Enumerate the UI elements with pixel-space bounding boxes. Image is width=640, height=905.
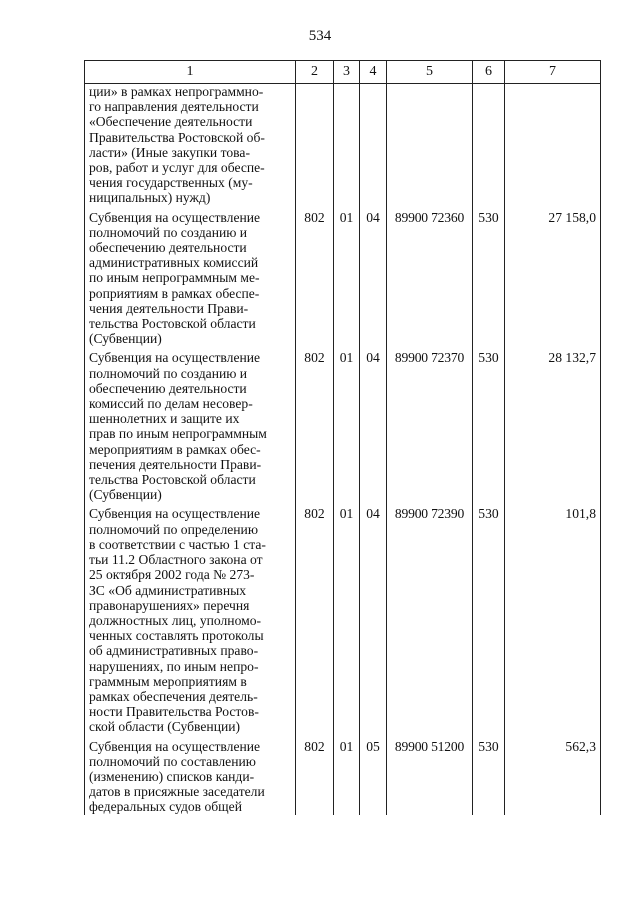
empty-cell [473,84,505,206]
name-line: рамках обеспечения деятель- [89,688,258,704]
row-name-cell [85,84,296,206]
column-header: 2 [296,61,334,84]
ministry-code-cell: 802 [296,502,334,734]
name-line: чения государственных (му- [89,175,253,191]
ministry-code-cell: 802 [296,346,334,502]
name-line: комиссий по делам несовер- [89,396,253,412]
name-line: мероприятиям в рамках обес- [89,441,261,457]
target-article-cell: 89900 72390 [387,502,473,734]
name-line: печения деятельности Прави- [89,456,262,472]
column-header: 4 [360,61,387,84]
table-row [85,735,601,815]
empty-cell [387,84,473,206]
name-line: прав по иным непрограммным [89,426,267,442]
column-header: 7 [505,61,601,84]
name-line: федеральных судов общей [89,799,242,815]
section-code-cell: 01 [334,502,360,734]
name-line: в соответствии с частью 1 ста- [89,536,266,552]
name-line: Субвенция на осуществление [89,350,261,366]
amount-cell: 27 158,0 [505,206,601,347]
name-line: ченных составлять протоколы [89,628,264,644]
subsection-code-cell: 05 [360,735,387,815]
name-line: (Субвенции) [89,487,162,503]
amount-cell: 28 132,7 [505,346,601,502]
amount-cell: 562,3 [505,735,601,815]
name-line: ров, работ и услуг для обеспе- [89,160,265,176]
expense-type-cell: 530 [473,206,505,347]
expense-type-cell: 530 [473,502,505,734]
empty-cell [296,84,334,206]
name-line: обеспечению деятельности [89,380,247,396]
row-name-cell [85,502,296,734]
name-line: обеспечению деятельности [89,240,247,256]
name-line: ласти» (Иные закупки това- [89,144,250,160]
expense-type-cell: 530 [473,346,505,502]
name-line: полномочий по составлению [89,753,256,769]
name-line: (изменению) списков канди- [89,768,255,784]
name-line: полномочий по определению [89,521,258,537]
table-row [85,502,601,734]
name-line: (Субвенции) [89,331,162,347]
subsection-code-cell: 04 [360,346,387,502]
name-line: Субвенция на осуществление [89,506,261,522]
name-line: тьи 11.2 Областного закона от [89,552,263,568]
empty-cell [360,84,387,206]
column-header: 6 [473,61,505,84]
name-line: об административных право- [89,643,259,659]
row-name-cell [85,735,296,815]
subsection-code-cell: 04 [360,206,387,347]
target-article-cell: 89900 72370 [387,346,473,502]
ministry-code-cell: 802 [296,206,334,347]
name-line: ции» в рамках непрограммно- [89,84,264,99]
row-name-cell [85,346,296,502]
table-row [85,206,601,347]
budget-table [84,60,601,815]
section-code-cell: 01 [334,346,360,502]
table-header-row [85,61,601,84]
target-article-cell: 89900 72360 [387,206,473,347]
table-row-continuation [85,84,601,206]
name-line: ЗС «Об административных [89,582,247,598]
target-article-cell: 89900 51200 [387,735,473,815]
empty-cell [505,84,601,206]
expense-type-cell: 530 [473,735,505,815]
name-line: ской области (Субвенции) [89,719,241,735]
column-header: 5 [387,61,473,84]
name-line: шеннолетних и защите их [89,411,240,427]
name-line: полномочий по созданию и [89,224,248,240]
name-line: 25 октября 2002 года № 273- [89,567,255,583]
name-line: административных комиссий [89,255,259,271]
section-code-cell: 01 [334,735,360,815]
table-row [85,346,601,502]
name-line: тельства Ростовской области [89,472,256,488]
name-line: полномочий по созданию и [89,365,248,381]
name-line: «Обеспечение деятельности [89,114,253,130]
column-header: 1 [85,61,296,84]
name-line: должностных лиц, уполномо- [89,612,262,628]
name-line: правонарушениях» перечня [89,597,250,613]
name-line: Правительства Ростовской об- [89,129,265,145]
name-line: Субвенция на осуществление [89,209,261,225]
name-line: ности Правительства Ростов- [89,704,259,720]
amount-cell: 101,8 [505,502,601,734]
name-line: датов в присяжные заседатели [89,784,265,800]
section-code-cell: 01 [334,206,360,347]
name-line: го направления деятельности [89,99,259,115]
name-line: по иным непрограммным ме- [89,270,260,286]
page-number: 534 [308,28,332,44]
name-line: роприятиям в рамках обеспе- [89,285,260,301]
empty-cell [334,84,360,206]
column-header: 3 [334,61,360,84]
ministry-code-cell: 802 [296,735,334,815]
name-line: Субвенция на осуществление [89,738,261,754]
row-name-cell [85,206,296,347]
name-line: ниципальных) нужд) [89,190,211,206]
name-line: тельства Ростовской области [89,316,256,332]
subsection-code-cell: 04 [360,502,387,734]
name-line: нарушениях, по иным непро- [89,658,259,674]
name-line: чения деятельности Прави- [89,300,249,316]
name-line: граммным мероприятиям в [89,673,247,689]
